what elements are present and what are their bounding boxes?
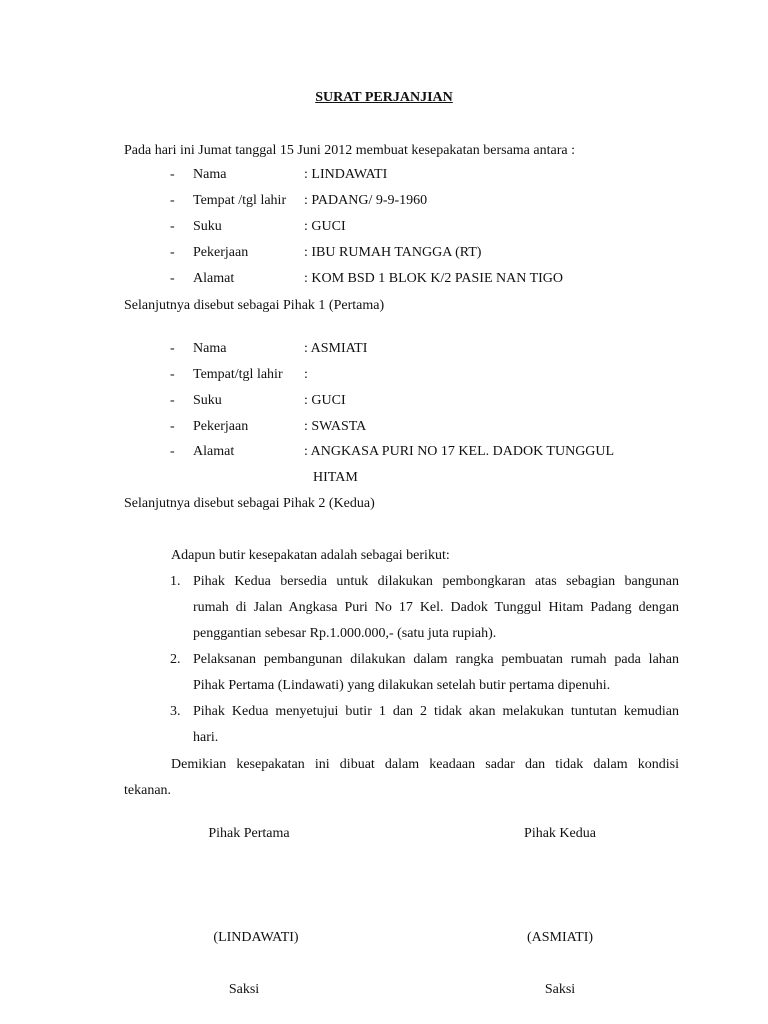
bullet: -: [170, 444, 175, 459]
witness-left: Saksi: [228, 982, 260, 997]
field-value: : IBU RUMAH TANGGA (RT): [304, 245, 482, 260]
field-label: Alamat: [193, 444, 235, 459]
field-label: Alamat: [193, 271, 235, 286]
item-number: 1.: [170, 574, 181, 589]
witness-right: Saksi: [544, 982, 576, 997]
field-label: Tempat/tgl lahir: [193, 367, 283, 382]
closing-line: tekanan.: [124, 783, 172, 798]
signature-title-left: Pihak Pertama: [208, 826, 290, 841]
item-line: Pihak Kedua bersedia untuk dilakukan pembongkaran atas sebagian bangunan: [193, 574, 679, 589]
bullet: -: [170, 341, 175, 356]
item-line: hari.: [193, 730, 219, 745]
item-line: rumah di Jalan Angkasa Puri No 17 Kel. Dadok Tunggul Hitam Padang dengan: [193, 600, 679, 615]
field-label: Nama: [193, 341, 227, 356]
field-value: : GUCI: [304, 393, 346, 408]
item-line: Pihak Kedua menyetujui butir 1 dan 2 tidak akan melakukan tuntutan kemudian: [193, 704, 679, 719]
item-number: 2.: [170, 652, 181, 667]
signature-name-right: (ASMIATI): [526, 930, 594, 945]
bullet: -: [170, 167, 175, 182]
field-value: :: [304, 367, 308, 382]
intro-text: Pada hari ini Jumat tanggal 15 Juni 2012 membuat kesepakatan bersama antara :: [124, 143, 575, 158]
field-label: Suku: [193, 219, 222, 234]
field-label: Pekerjaan: [193, 245, 249, 260]
item-line: Pihak Pertama (Lindawati) yang dilakukan setelah butir pertama dipenuhi.: [193, 678, 611, 693]
field-value: : GUCI: [304, 219, 346, 234]
item-number: 3.: [170, 704, 181, 719]
field-value: : ANGKASA PURI NO 17 KEL. DADOK TUNGGUL: [304, 444, 615, 459]
bullet: -: [170, 419, 175, 434]
address-continuation: HITAM: [313, 470, 358, 485]
bullet: -: [170, 219, 175, 234]
item-line: penggantian sebesar Rp.1.000.000,- (satu juta rupiah).: [193, 626, 497, 641]
field-value: : SWASTA: [304, 419, 367, 434]
field-value: : KOM BSD 1 BLOK K/2 PASIE NAN TIGO: [304, 271, 564, 286]
bullet: -: [170, 393, 175, 408]
document-title: SURAT PERJANJIAN: [315, 90, 453, 105]
bullet: -: [170, 367, 175, 382]
field-value: : PADANG/ 9-9-1960: [304, 193, 428, 208]
bullet: -: [170, 245, 175, 260]
item-line: Pelaksanan pembangunan dilakukan dalam rangka pembuatan rumah pada lahan: [193, 652, 679, 667]
field-label: Suku: [193, 393, 222, 408]
bullet: -: [170, 193, 175, 208]
closing-line: Demikian kesepakatan ini dibuat dalam keadaan sadar dan tidak dalam kondisi: [171, 757, 679, 772]
field-label: Pekerjaan: [193, 419, 249, 434]
field-label: Tempat /tgl lahir: [193, 193, 287, 208]
signature-name-left: (LINDAWATI): [213, 930, 299, 945]
agreement-intro: Adapun butir kesepakatan adalah sebagai berikut:: [171, 548, 450, 563]
field-value: : ASMIATI: [304, 341, 368, 356]
field-value: : LINDAWATI: [304, 167, 388, 182]
party2-closing: Selanjutnya disebut sebagai Pihak 2 (Kedua): [124, 496, 375, 511]
field-label: Nama: [193, 167, 227, 182]
bullet: -: [170, 271, 175, 286]
party1-closing: Selanjutnya disebut sebagai Pihak 1 (Pertama): [124, 298, 385, 313]
signature-title-right: Pihak Kedua: [524, 826, 596, 841]
